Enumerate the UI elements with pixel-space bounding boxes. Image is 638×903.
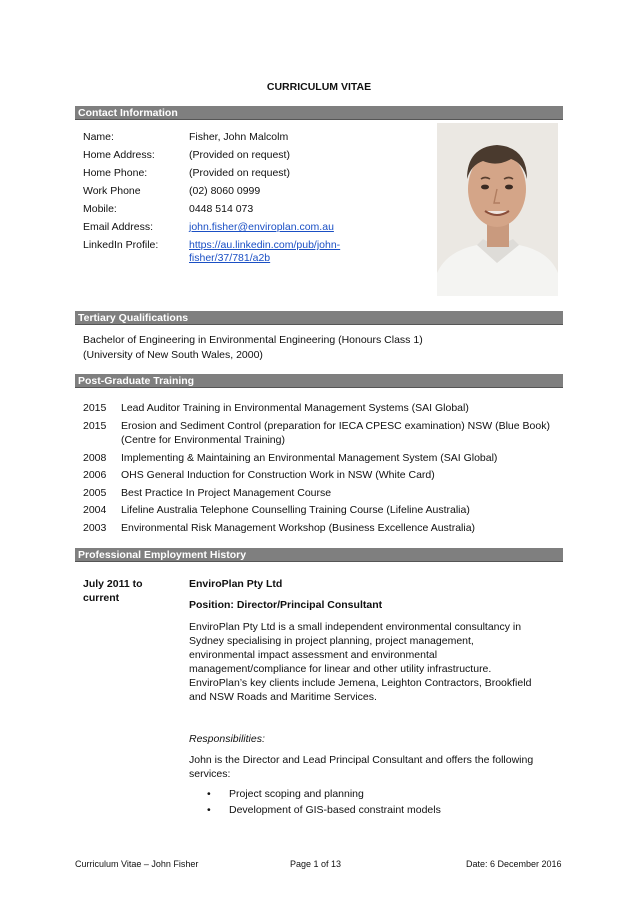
description-line: Sydney specialising in project planning, project management, xyxy=(189,635,474,647)
description-line: EnviroPlan’s key clients include Jemena, Leighton Contractors, Brookfield xyxy=(189,677,532,689)
page-title: CURRICULUM VITAE xyxy=(266,81,372,93)
training-desc: Best Practice In Project Management Course xyxy=(121,487,332,499)
service-item: Development of GIS-based constraint models xyxy=(229,804,441,816)
responsibilities-label: Responsibilities: xyxy=(189,733,265,745)
employment-date xyxy=(83,577,173,605)
training-year: 2006 xyxy=(83,469,107,481)
training-desc xyxy=(121,419,561,447)
section-header-employment: Professional Employment History xyxy=(75,548,563,562)
description-line: environmental impact assessment and environmental xyxy=(189,649,438,661)
contact-value: 0448 514 073 xyxy=(189,203,254,215)
profile-photo-image xyxy=(437,123,558,296)
section-header-contact: Contact Information xyxy=(75,106,563,120)
company-description xyxy=(189,620,561,704)
training-year: 2004 xyxy=(83,504,107,516)
degree-text: Bachelor of Engineering in Environmental Engineering (Honours Class 1) xyxy=(83,334,423,346)
training-year: 2008 xyxy=(83,452,107,464)
training-year: 2015 xyxy=(83,402,107,414)
description-line: EnviroPlan Pty Ltd is a small independent environmental consultancy in xyxy=(189,621,522,633)
contact-label: Work Phone xyxy=(83,185,141,197)
contact-label: Name: xyxy=(83,131,114,143)
section-header-postgrad: Post-Graduate Training xyxy=(75,374,563,388)
contact-value: Fisher, John Malcolm xyxy=(189,131,289,143)
responsibilities-line: John is the Director and Lead Principal Consultant and offers the following xyxy=(189,754,534,766)
contact-value: (Provided on request) xyxy=(189,167,290,179)
training-row xyxy=(83,419,563,447)
training-desc: Lifeline Australia Telephone Counselling Training Course (Lifeline Australia) xyxy=(121,504,470,516)
training-desc: Environmental Risk Management Workshop (Business Excellence Australia) xyxy=(121,522,476,534)
service-item: Project scoping and planning xyxy=(229,788,364,800)
position-title: Position: Director/Principal Consultant xyxy=(189,599,383,611)
training-year: 2005 xyxy=(83,487,107,499)
training-year: 2015 xyxy=(83,420,107,432)
email-link[interactable]: john.fisher@enviroplan.com.au xyxy=(189,221,334,233)
degree-institution: (University of New South Wales, 2000) xyxy=(83,349,263,361)
description-line: management/compliance for linear and other utility infrastructure. xyxy=(189,663,492,675)
company-name: EnviroPlan Pty Ltd xyxy=(189,578,283,590)
training-year: 2003 xyxy=(83,522,107,534)
training-desc: Implementing & Maintaining an Environmental Management System (SAI Global) xyxy=(121,452,498,464)
employment-date-line1: July 2011 to xyxy=(83,578,143,590)
footer-left: Curriculum Vitae – John Fisher xyxy=(75,859,199,869)
training-desc-line2: (Centre for Environmental Training) xyxy=(121,434,285,446)
contact-label: LinkedIn Profile: xyxy=(83,239,159,251)
linkedin-link-line2[interactable]: fisher/37/781/a2b xyxy=(189,252,271,264)
contact-value: (Provided on request) xyxy=(189,149,290,161)
linkedin-link-line1[interactable]: https://au.linkedin.com/pub/john- xyxy=(189,239,341,251)
linkedin-link[interactable] xyxy=(189,239,389,265)
contact-label: Home Phone: xyxy=(83,167,148,179)
description-line: and NSW Roads and Maritime Services. xyxy=(189,691,377,703)
training-desc: Lead Auditor Training in Environmental Management Systems (SAI Global) xyxy=(121,402,469,414)
contact-value: (02) 8060 0999 xyxy=(189,185,261,197)
employment-date-line2: current xyxy=(83,592,120,604)
footer-date: Date: 6 December 2016 xyxy=(466,859,562,869)
footer-page-number: Page 1 of 13 xyxy=(290,859,342,869)
contact-label: Mobile: xyxy=(83,203,117,215)
training-desc-line1: Erosion and Sediment Control (preparation for IECA CPESC examination) NSW (Blue Book) xyxy=(121,420,550,432)
bullet-icon: • xyxy=(207,804,211,816)
profile-photo xyxy=(437,123,558,296)
contact-label: Home Address: xyxy=(83,149,155,161)
bullet-icon: • xyxy=(207,788,211,800)
training-desc: OHS General Induction for Construction Work in NSW (White Card) xyxy=(121,469,435,481)
responsibilities-text xyxy=(189,753,561,781)
section-header-tertiary: Tertiary Qualifications xyxy=(75,311,563,325)
contact-label: Email Address: xyxy=(83,221,154,233)
responsibilities-line: services: xyxy=(189,768,231,780)
